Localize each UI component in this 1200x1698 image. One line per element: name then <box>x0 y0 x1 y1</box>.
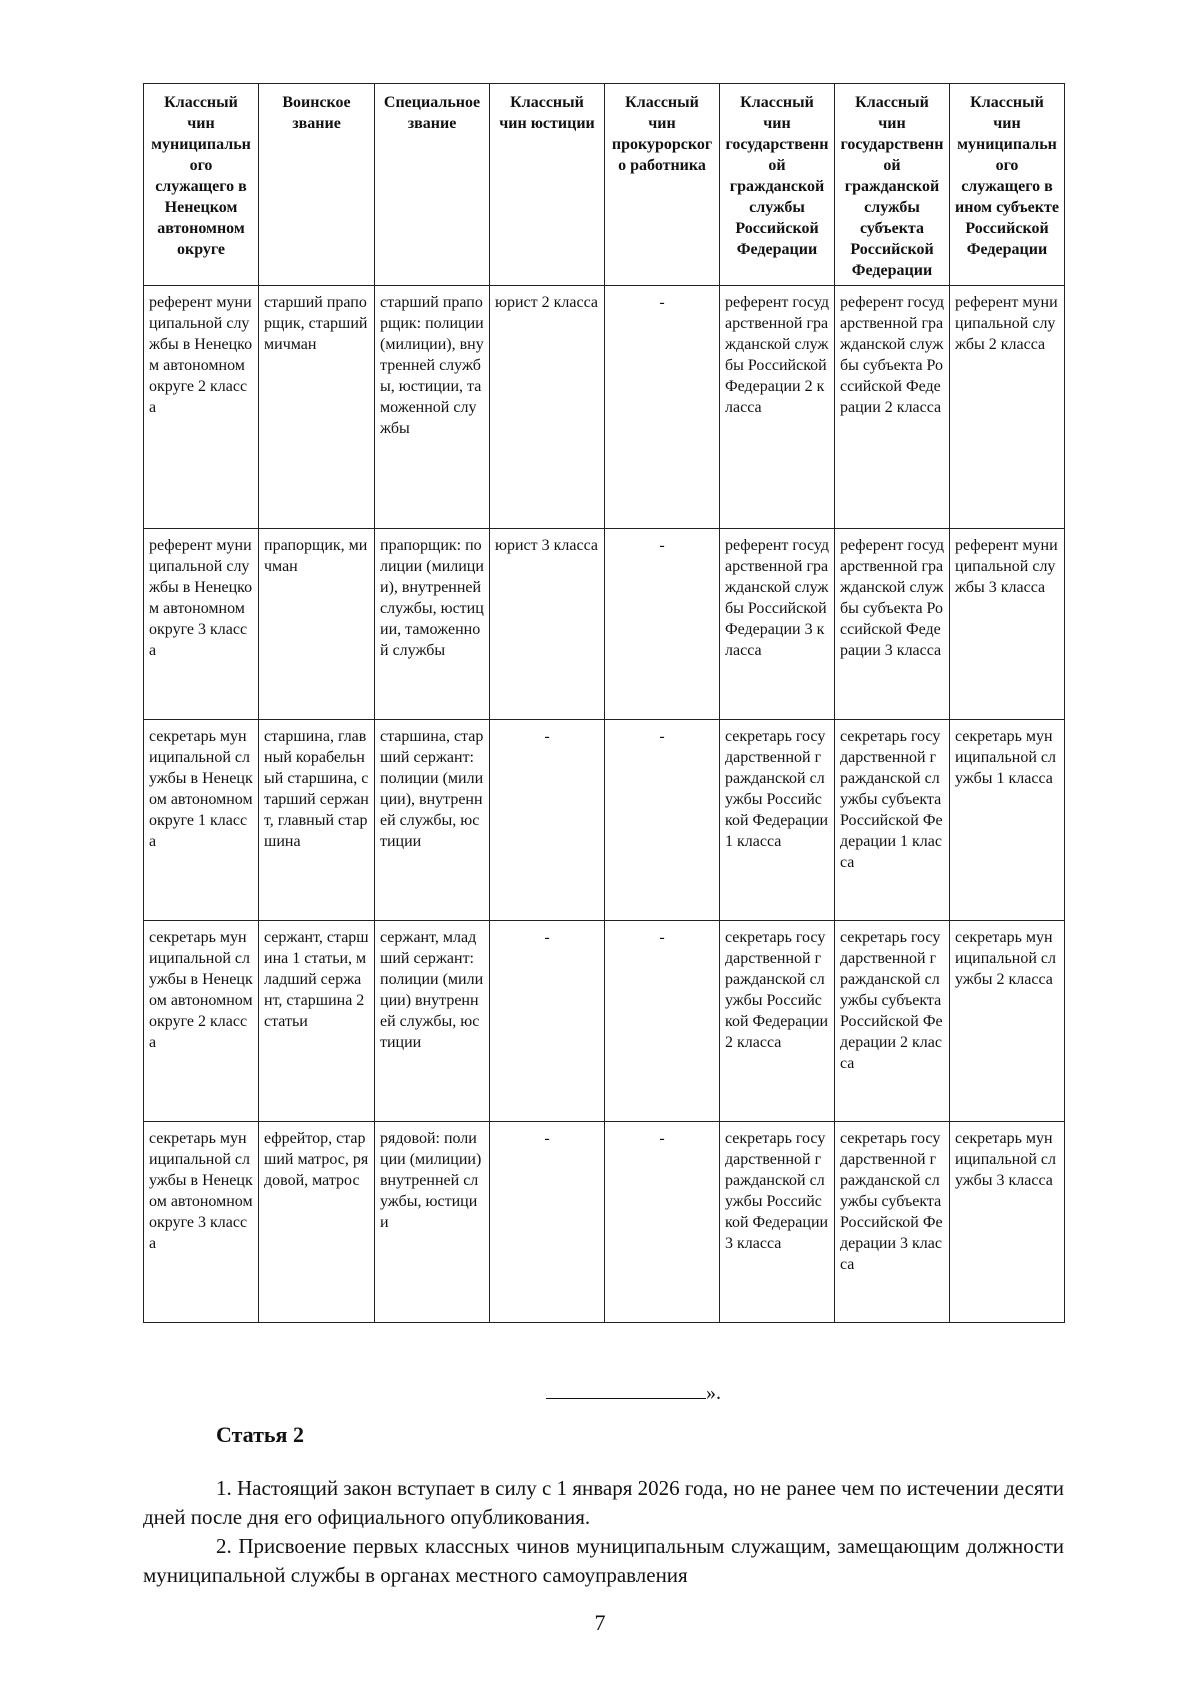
table-cell: юрист 3 класса <box>490 529 605 720</box>
table-cell: секретарь муниципальной службы в Ненецком автономном округе 3 класса <box>144 1122 259 1323</box>
closing-quote-line <box>546 1380 721 1405</box>
header-special-rank: Специальное звание <box>375 84 490 286</box>
rank-equivalence-table <box>143 83 1065 1323</box>
paragraph <box>143 1474 1064 1532</box>
table-cell: референт муниципальной службы 3 класса <box>950 529 1065 720</box>
table-cell: рядовой: полиции (милиции) внутренней службы, юстиции <box>375 1122 490 1323</box>
table-cell: - <box>490 921 605 1122</box>
paragraph <box>143 1532 1064 1590</box>
table-cell: старшина, старший сержант: полиции (милиции), внутренней службы, юстиции <box>375 720 490 921</box>
table-cell: - <box>605 1122 720 1323</box>
table-cell: прапорщик: полиции (милиции), внутренней службы, юстиции, таможенной службы <box>375 529 490 720</box>
table-cell: прапорщик, мичман <box>259 529 375 720</box>
table-cell: - <box>605 286 720 529</box>
table-row <box>144 529 1065 720</box>
table-cell: сержант, старшина 1 статьи, младший сержант, старшина 2 статьи <box>259 921 375 1122</box>
table-cell: референт государственной гражданской службы Российской Федерации 3 класса <box>720 529 835 720</box>
table-cell: референт муниципальной службы 2 класса <box>950 286 1065 529</box>
table-cell: референт государственной гражданской службы субъекта Российской Федерации 2 класса <box>835 286 950 529</box>
table-cell: секретарь муниципальной службы 2 класса <box>950 921 1065 1122</box>
table-cell: секретарь муниципальной службы 3 класса <box>950 1122 1065 1323</box>
header-municipal-rank: Классный чин муниципального служащего в Ненецком автономном округе <box>144 84 259 286</box>
table-cell: референт государственной гражданской службы Российской Федерации 2 класса <box>720 286 835 529</box>
table-cell: - <box>490 720 605 921</box>
table-cell: - <box>605 921 720 1122</box>
table-cell: секретарь государственной гражданской службы субъекта Российской Федерации 3 класса <box>835 1122 950 1323</box>
table-cell: секретарь государственной гражданской службы Российской Федерации 3 класса <box>720 1122 835 1323</box>
header-regional-civil-rank: Классный чин государственной гражданской службы субъекта Российской Федерации <box>835 84 950 286</box>
table-header-row <box>144 84 1065 286</box>
table-cell: - <box>605 529 720 720</box>
table-row <box>144 921 1065 1122</box>
table-cell: - <box>605 720 720 921</box>
table-cell: секретарь государственной гражданской службы субъекта Российской Федерации 1 класса <box>835 720 950 921</box>
paragraph-text: 1. Настоящий закон вступает в силу с 1 января 2026 года, но не ранее чем по истечении десяти дней после дня его официального опубликования. <box>143 1476 1064 1529</box>
table-cell: референт муниципальной службы в Ненецком автономном округе 3 класса <box>144 529 259 720</box>
closing-quote-mark: ». <box>706 1382 721 1404</box>
table-row <box>144 286 1065 529</box>
table-cell: секретарь государственной гражданской службы субъекта Российской Федерации 2 класса <box>835 921 950 1122</box>
table-cell: старший прапорщик, старший мичман <box>259 286 375 529</box>
table-cell: сержант, младший сержант: полиции (милиции) внутренней службы, юстиции <box>375 921 490 1122</box>
table-cell: секретарь муниципальной службы в Ненецком автономном округе 1 класса <box>144 720 259 921</box>
table-row <box>144 720 1065 921</box>
paragraph-text: 2. Присвоение первых классных чинов муниципальным служащим, замещающим должности муниципальной службы в органах местного самоуправления <box>143 1534 1064 1587</box>
signature-underline <box>546 1380 706 1399</box>
table-cell: секретарь муниципальной службы 1 класса <box>950 720 1065 921</box>
table-cell: юрист 2 класса <box>490 286 605 529</box>
header-justice-rank: Классный чин юстиции <box>490 84 605 286</box>
header-prosecutor-rank: Классный чин прокурорского работника <box>605 84 720 286</box>
table-cell: - <box>490 1122 605 1323</box>
table-cell: ефрейтор, старший матрос, рядовой, матрос <box>259 1122 375 1323</box>
table-cell: старшина, главный корабельный старшина, старший сержант, главный старшина <box>259 720 375 921</box>
table-cell: референт государственной гражданской службы субъекта Российской Федерации 3 класса <box>835 529 950 720</box>
article-heading: Статья 2 <box>216 1422 304 1447</box>
table-cell: старший прапорщик: полиции (милиции), внутренней службы, юстиции, таможенной службы <box>375 286 490 529</box>
table-cell: секретарь муниципальной службы в Ненецком автономном округе 2 класса <box>144 921 259 1122</box>
header-other-municipal-rank: Классный чин муниципального служащего в ином субъекте Российской Федерации <box>950 84 1065 286</box>
header-military-rank: Воинское звание <box>259 84 375 286</box>
table-row <box>144 1122 1065 1323</box>
table-cell: секретарь государственной гражданской службы Российской Федерации 1 класса <box>720 720 835 921</box>
header-federal-civil-rank: Классный чин государственной гражданской службы Российской Федерации <box>720 84 835 286</box>
rank-equivalence-table-container <box>143 83 1064 1323</box>
table-cell: референт муниципальной службы в Ненецком автономном округе 2 класса <box>144 286 259 529</box>
page-number: 7 <box>594 1610 606 1635</box>
table-cell: секретарь государственной гражданской службы Российской Федерации 2 класса <box>720 921 835 1122</box>
